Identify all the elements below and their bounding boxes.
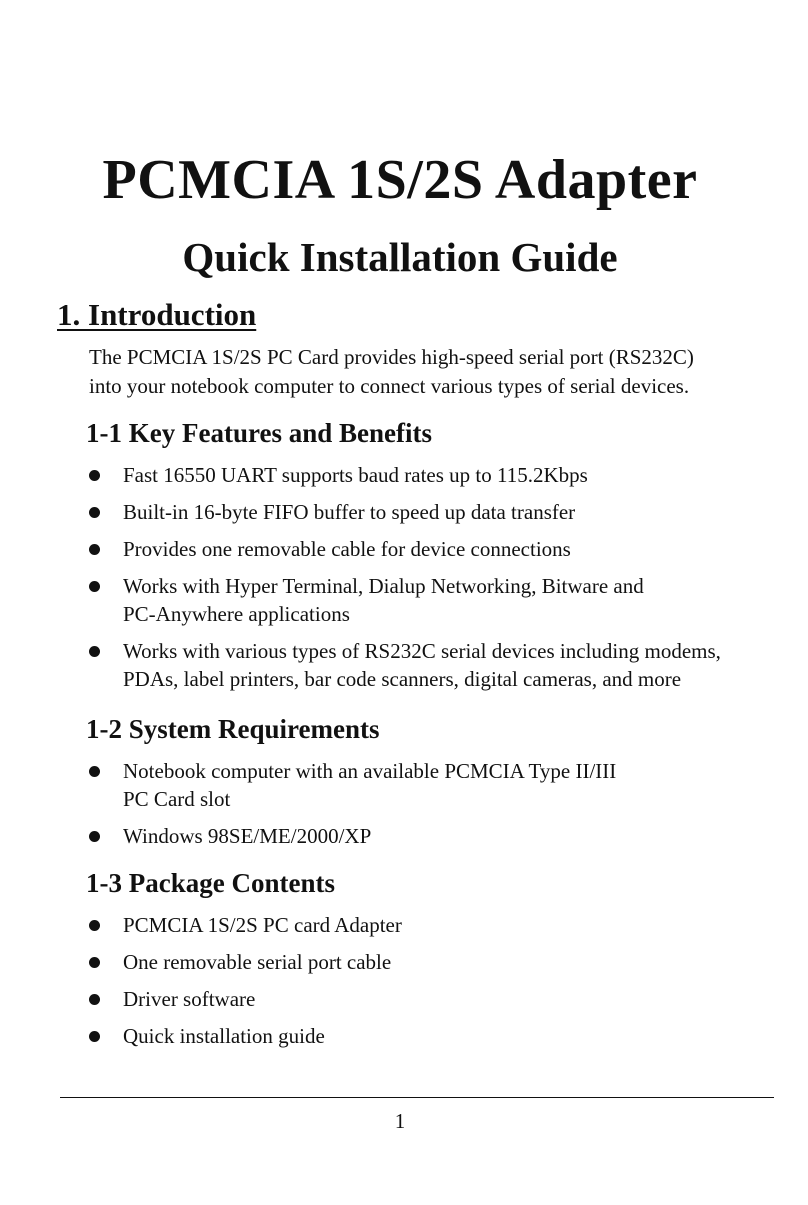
document-subtitle: Quick Installation Guide bbox=[182, 234, 618, 280]
list-item-text: Works with Hyper Terminal, Dialup Networking, Bitware and bbox=[123, 574, 644, 598]
list-item bbox=[86, 637, 776, 693]
list-item bbox=[86, 1022, 776, 1050]
bullet-icon bbox=[89, 957, 100, 968]
package-heading: 1-3 Package Contents bbox=[86, 868, 335, 898]
list-item-text: PC Card slot bbox=[123, 787, 231, 811]
page-number: 1 bbox=[394, 1109, 406, 1133]
bullet-icon bbox=[89, 766, 100, 777]
list-item-text: Fast 16550 UART supports baud rates up to 115.2Kbps bbox=[123, 463, 588, 487]
list-item bbox=[86, 498, 776, 526]
list-item bbox=[86, 535, 776, 563]
requirements-list bbox=[86, 757, 776, 850]
requirements-heading: 1-2 System Requirements bbox=[86, 714, 380, 744]
list-item bbox=[86, 985, 776, 1013]
list-item-text: PDAs, label printers, bar code scanners, digital cameras, and more bbox=[123, 667, 682, 691]
intro-paragraph bbox=[89, 343, 769, 401]
list-item-text: Driver software bbox=[123, 987, 256, 1011]
list-item-text: Windows 98SE/ME/2000/XP bbox=[123, 824, 372, 848]
list-item bbox=[86, 948, 776, 976]
bullet-icon bbox=[89, 994, 100, 1005]
list-item-text: Provides one removable cable for device connections bbox=[123, 537, 571, 561]
list-item bbox=[86, 461, 776, 489]
section-title-introduction: 1. Introduction bbox=[57, 297, 257, 332]
intro-line: into your notebook computer to connect various types of serial devices. bbox=[89, 374, 690, 398]
package-list bbox=[86, 911, 776, 1050]
list-item-text: PCMCIA 1S/2S PC card Adapter bbox=[123, 913, 402, 937]
bullet-icon bbox=[89, 507, 100, 518]
bullet-icon bbox=[89, 470, 100, 481]
bullet-icon bbox=[89, 646, 100, 657]
bullet-icon bbox=[89, 831, 100, 842]
bullet-icon bbox=[89, 544, 100, 555]
footer-divider bbox=[60, 1097, 774, 1098]
bullet-icon bbox=[89, 581, 100, 592]
list-item-text: PC-Anywhere applications bbox=[123, 602, 350, 626]
document-title: PCMCIA 1S/2S Adapter bbox=[102, 149, 698, 211]
list-item-text: One removable serial port cable bbox=[123, 950, 392, 974]
list-item-text: Quick installation guide bbox=[123, 1024, 325, 1048]
features-heading: 1-1 Key Features and Benefits bbox=[86, 418, 432, 448]
features-list bbox=[86, 461, 776, 693]
intro-line: The PCMCIA 1S/2S PC Card provides high-speed serial port (RS232C) bbox=[89, 345, 694, 369]
bullet-icon bbox=[89, 1031, 100, 1042]
bullet-icon bbox=[89, 920, 100, 931]
list-item bbox=[86, 757, 776, 813]
list-item bbox=[86, 911, 776, 939]
list-item bbox=[86, 822, 776, 850]
list-item-text: Built-in 16-byte FIFO buffer to speed up data transfer bbox=[123, 500, 576, 524]
list-item-text: Notebook computer with an available PCMCIA Type II/III bbox=[123, 759, 617, 783]
list-item-text: Works with various types of RS232C serial devices including modems, bbox=[123, 639, 721, 663]
list-item bbox=[86, 572, 776, 628]
